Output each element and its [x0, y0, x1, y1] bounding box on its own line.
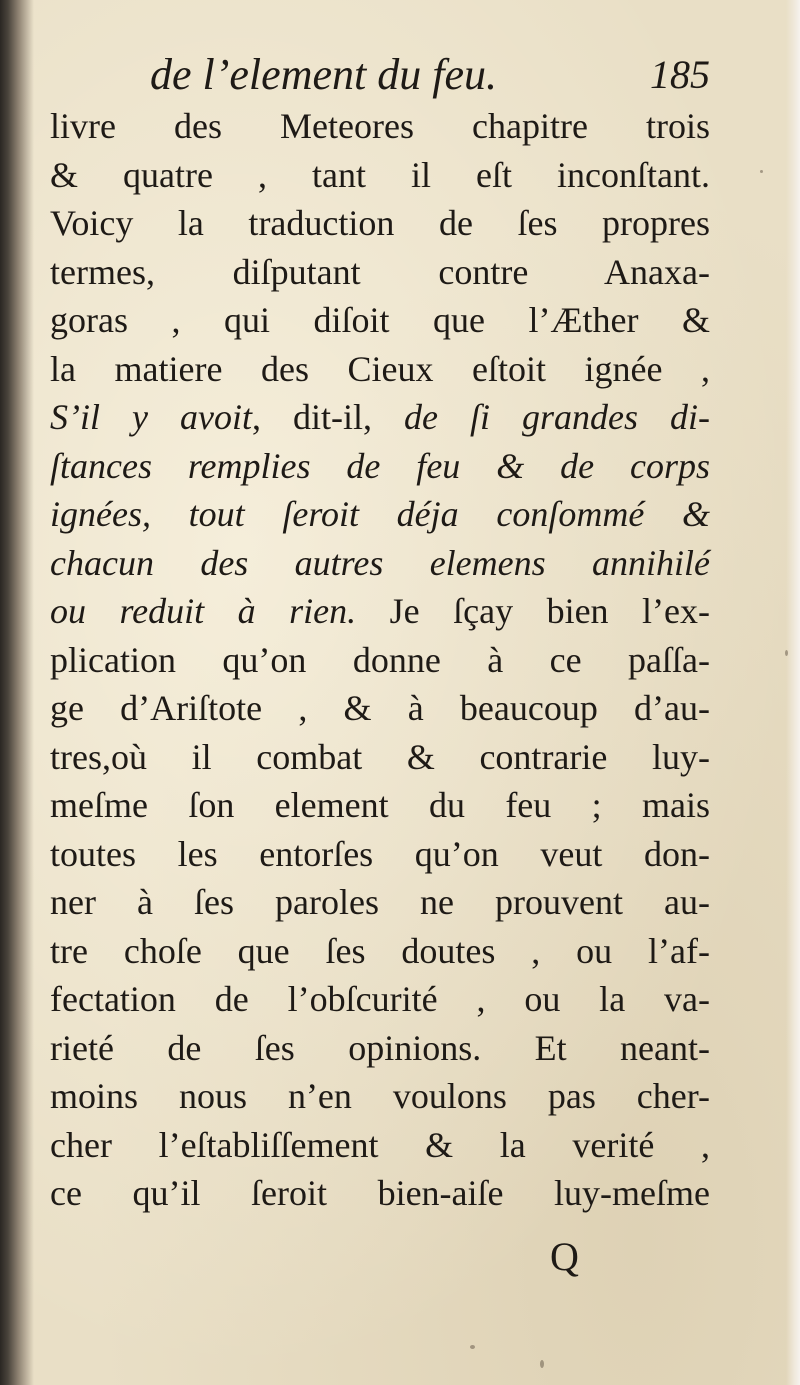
spine-shadow — [0, 0, 34, 1385]
text-line-mixed — [50, 587, 710, 636]
paper-speck — [760, 170, 763, 173]
text-line: cher l’eſtabliſſement & la verité , — [50, 1124, 710, 1165]
text-line: fectation de l’obſcurité , ou la va- — [50, 979, 710, 1019]
catchword: Q — [550, 1234, 579, 1279]
body-text — [50, 102, 710, 1218]
text-line-italic: chacun des autres elemens annihilé — [50, 542, 710, 583]
paper-speck — [470, 1345, 475, 1349]
text-line-mixed — [50, 393, 710, 442]
text-line: la matiere des Cieux eſtoit ignée , — [50, 348, 710, 389]
running-title: de l’element du feu. — [150, 50, 497, 99]
text-line-italic: ſtances remplies de feu & de corps — [50, 445, 710, 486]
italic-span: S’il y avoit — [50, 397, 252, 437]
text-line: tre choſe que ſes doutes , ou l’af- — [50, 930, 710, 971]
text-line: livre des Meteores chapitre trois — [50, 106, 710, 146]
text-line: ce qu’il ſeroit bien-aiſe luy-meſme — [50, 1173, 710, 1213]
text-line: toutes les entorſes qu’on veut don- — [50, 833, 710, 874]
text-line: goras , qui diſoit que l’Æther & — [50, 300, 710, 340]
page-header — [150, 45, 710, 105]
paper-speck — [785, 650, 788, 656]
text-line: meſme ſon element du feu ; mais — [50, 785, 710, 825]
roman-span: Je ſçay bien l’ex- — [356, 591, 710, 631]
text-line: tres,où il combat & contrarie luy- — [50, 736, 710, 777]
roman-span: , dit-il, — [251, 397, 404, 437]
text-line: moins nous n’en voulons pas cher- — [50, 1076, 710, 1116]
text-line: ge d’Ariſtote , & à beaucoup d’au- — [50, 688, 710, 728]
page-number: 185 — [650, 52, 710, 97]
text-line: Voicy la traduction de ſes propres — [50, 203, 710, 243]
italic-span: de ſi grandes di- — [404, 397, 710, 437]
page-edge — [786, 0, 800, 1385]
text-line: termes, diſputant contre Anaxa- — [50, 251, 710, 292]
italic-span: ou reduit à rien. — [50, 591, 357, 631]
text-line: & quatre , tant il eſt inconſtant. — [50, 154, 710, 195]
paper-speck — [540, 1360, 544, 1368]
text-line-italic: ignées, tout ſeroit déja conſommé & — [50, 494, 710, 534]
text-line: ner à ſes paroles ne prouvent au- — [50, 882, 710, 922]
text-line: rieté de ſes opinions. Et neant- — [50, 1027, 710, 1068]
text-line: plication qu’on donne à ce paſſa- — [50, 639, 710, 680]
